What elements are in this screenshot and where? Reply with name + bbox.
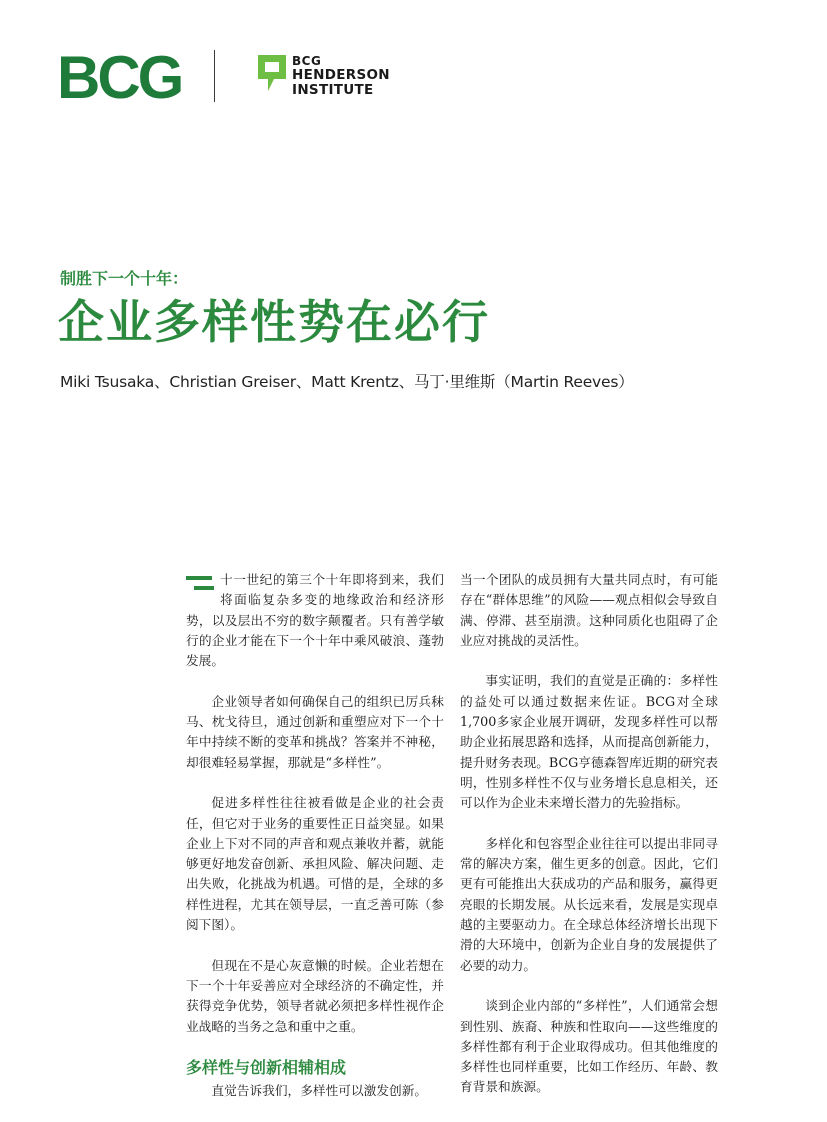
left-paragraph-2: 企业领导者如何确保自己的组织已厉兵秣马、枕戈待旦，通过创新和重塑应对下一个十年中持续不断的变革和挑战？答案并不神秘，却很难轻易掌握，那就是“多样性”。 (186, 693, 444, 770)
logo-line-1: BCG (292, 54, 322, 68)
henderson-institute-mark-icon (258, 55, 288, 95)
left-paragraph-1-text: 十一世纪的第三个十年即将到来，我们将面临复杂多变的地缘政治和经济形势，以及层出不穷的数字颠覆者。只有善学敏行的企业才能在下一个十年中乘风破浪、蓬勃发展。 (186, 572, 444, 669)
drop-cap-icon (186, 576, 216, 598)
bcg-logo (57, 52, 181, 102)
right-paragraph-1: 当一个团队的成员拥有大量共同点时，有可能存在“群体思维”的风险——观点相似会导致自满、停滞、甚至崩溃。这种同质化也阻碍了企业应对挑战的灵活性。 (460, 572, 718, 648)
logo-divider (214, 50, 215, 102)
left-paragraph-3: 促进多样性往往被看做是企业的社会责任，但它对于业务的重要性正日益突显。如果企业上下对不同的声音和观点兼收并蓄，就能够更好地发奋创新、承担风险、解决问题、走出失败，化挑战为机遇。可惜的是，全球的多样性进程，尤其在领导层，一直乏善可陈（参阅下图）。 (186, 795, 444, 933)
left-paragraph-5: 直觉告诉我们，多样性可以激发创新。 (211, 1083, 428, 1099)
article-title: 企业多样性势在必行 (58, 295, 490, 349)
logo-line-3: INSTITUTE (292, 81, 374, 98)
right-paragraph-2: 事实证明，我们的直觉是正确的：多样性的益处可以通过数据来佐证。BCG对全球1,700多家企业展开调研，发现多样性可以帮助企业拓展思路和选择，从而提高创新能力，提升财务表现。BCG亨德森智库近期的研究表明，性别多样性不仅与业务增长息息相关，还可以作为企业未来增长潜力的先验指标。 (460, 673, 718, 811)
left-paragraph-4: 但现在不是心灰意懒的时候。企业若想在下一个十年妥善应对全球经济的不确定性，并获得竞争优势，领导者就必须把多样性视作企业战略的当务之急和重中之重。 (186, 957, 444, 1034)
left-column (186, 570, 444, 1101)
section-subhead: 多样性与创新相辅相成 (186, 1058, 347, 1078)
left-paragraph-1 (186, 570, 444, 671)
article-authors: Miki Tsusaka、Christian Greiser、Matt Krentz、马丁·里维斯（Martin Reeves） (60, 373, 634, 391)
bcg-logo-text: BCG (57, 52, 181, 102)
logo-line-2: HENDERSON (292, 67, 390, 83)
henderson-institute-logo (292, 55, 390, 97)
article-kicker: 制胜下一个十年： (60, 269, 189, 288)
right-paragraph-4: 谈到企业内部的“多样性”，人们通常会想到性别、族裔、种族和性取向——这些维度的多样性都有利于企业取得成功。但其他维度的多样性也同样重要，比如工作经历、年龄、教育背景和族源。 (460, 998, 718, 1095)
right-paragraph-3: 多样化和包容型企业往往可以提出非同寻常的解决方案，催生更多的创意。因此，它们更有可能推出大获成功的产品和服务，赢得更亮眼的长期发展。从长远来看，发展是实现卓越的主要驱动力。在全球总体经济增长出现下滑的大环境中，创新为企业自身的发展提供了必要的动力。 (460, 835, 718, 973)
right-column (460, 570, 718, 1098)
